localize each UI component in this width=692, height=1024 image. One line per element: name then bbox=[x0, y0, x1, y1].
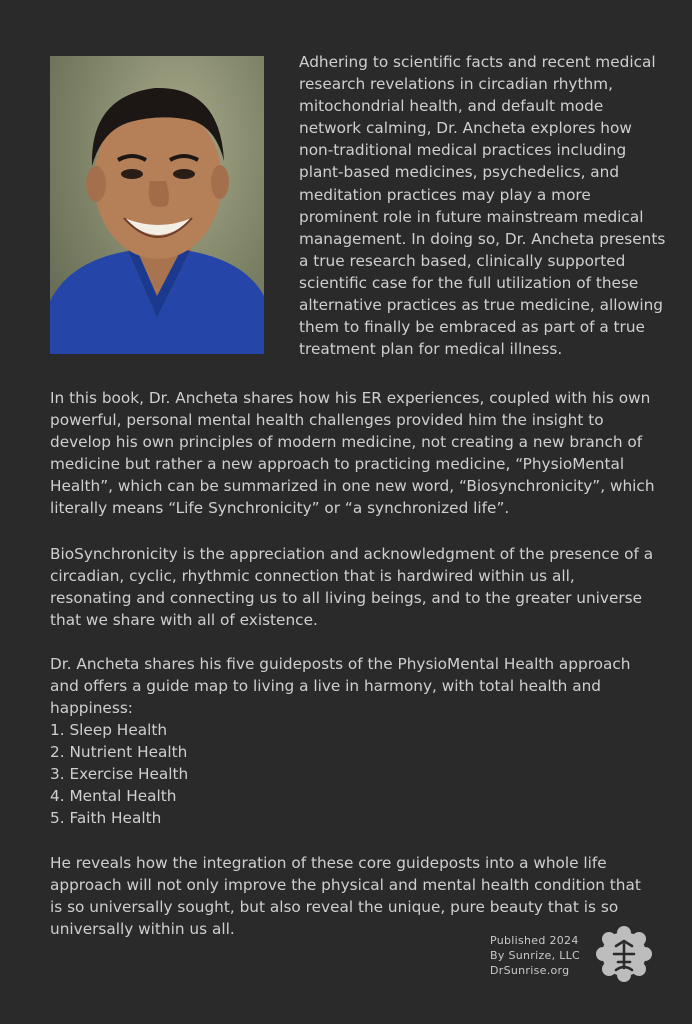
publisher-website: DrSunrise.org bbox=[490, 964, 570, 977]
publisher-name: By Sunrize, LLC bbox=[490, 949, 581, 962]
published-year: Published 2024 bbox=[490, 934, 579, 947]
tree-of-life-logo-icon bbox=[594, 924, 654, 984]
paragraph-biosynchronicity: BioSynchronicity is the appreciation and acknowledgment of the presence of a circadian, cyclic, rhythmic connection that is hardwired within us all, resonating and connecting us to all living beings, and to the greater universe that we share with all of existence. bbox=[50, 545, 654, 630]
guideposts-list bbox=[50, 719, 188, 829]
intro-paragraph: Adhering to scientific facts and recent medical research revelations in circadian rhythm, mitochondrial health, and default mode network calming, Dr. Ancheta explores how non-traditional medical practices including plant-based medicines, psychedelics, and meditation practices may play a more prominent role in future mainstream medical management. In doing so, Dr. Ancheta presents a true research based, clinically supported scientific case for the full utilization of these alternative practices as true medicine, allowing them to finally be embraced as part of a true treatment plan for medical illness. bbox=[299, 53, 666, 359]
author-photo bbox=[50, 56, 264, 354]
list-item: 2. Nutrient Health bbox=[50, 743, 188, 762]
paragraph-conclusion: He reveals how the integration of these core guideposts into a whole life approach will not only improve the physical and mental health condition that is so universally sought, but also reveal the unique, pure beauty that is so universally within us all. bbox=[50, 854, 641, 939]
list-item: 1. Sleep Health bbox=[50, 721, 168, 739]
paragraph-er-experiences: In this book, Dr. Ancheta shares how his ER experiences, coupled with his own powerful, personal mental health challenges provided him the insight to develop his own principles of modern medicine, not creating a new branch of medicine but rather a new approach to practicing medicine, “PhysioMental Health”, which can be summarized in one new word, “Biosynchronicity”, which literally means “Life Synchronicity” or “a synchronized life”. bbox=[50, 389, 655, 518]
paragraph-guideposts-intro: Dr. Ancheta shares his five guideposts of the PhysioMental Health approach and offers a guide map to living a live in harmony, with total health and happiness: bbox=[50, 655, 631, 718]
list-item: 3. Exercise Health bbox=[50, 765, 189, 784]
publisher-info bbox=[490, 933, 580, 978]
list-item: 4. Mental Health bbox=[50, 787, 177, 806]
list-item: 5. Faith Health bbox=[50, 809, 162, 828]
